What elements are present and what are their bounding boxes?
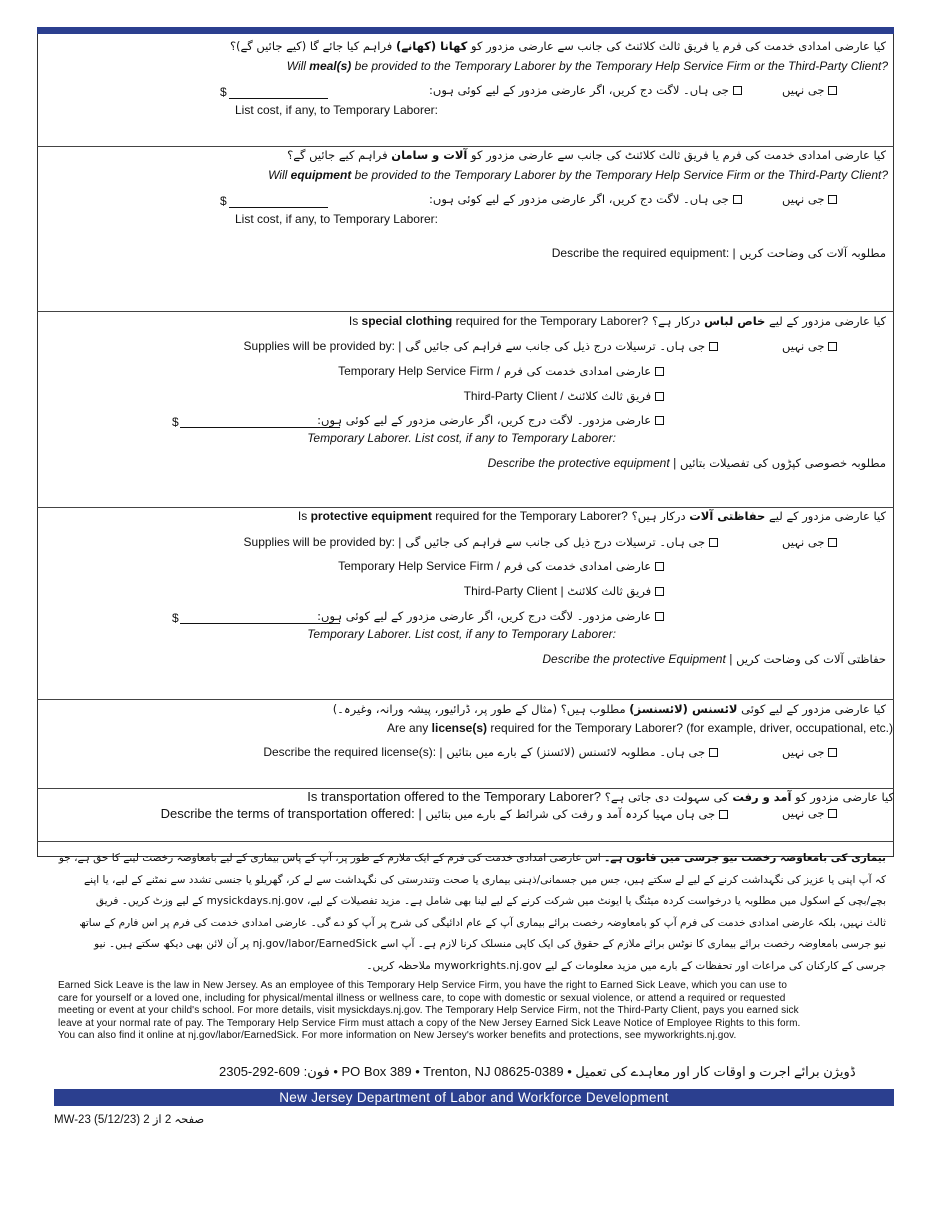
checkbox[interactable] <box>828 86 837 95</box>
transport-no-option[interactable]: جی نہیں <box>782 806 837 820</box>
protective-option-firm[interactable]: Temporary Help Service Firm / عارضی امدادی خدمت کی فرم <box>338 559 664 573</box>
clothing-describe: Describe the protective equipment | مطلوبہ خصوصی کپڑوں کی تفصیلات بتائیں <box>487 456 886 470</box>
checkbox[interactable] <box>709 748 718 757</box>
meals-no-option[interactable]: جی نہیں <box>782 83 837 97</box>
checkbox[interactable] <box>655 392 664 401</box>
equipment-question-ur: کیا عارضی امدادی خدمت کی فرم یا فریق ثالث کلائنٹ کی جانب سے عارضی مزدور کو آلات و سامان فراہم کیے جائیں گے؟ <box>287 148 886 162</box>
checkbox[interactable] <box>709 342 718 351</box>
equipment-question-en: Will equipment be provided to the Temporary Laborer by the Temporary Help Service Firm or the Third-Party Client? <box>268 168 888 182</box>
sick-leave-english-line: meeting or event at your child's school. For more details, visit mysickdays.nj.gov. The Temporary Help Service Firm, not the Third-Party Client, pays you earned sick <box>58 1005 799 1017</box>
equipment-cost-label: List cost, if any, to Temporary Laborer: <box>235 212 438 226</box>
sick-leave-urdu <box>50 848 886 977</box>
equipment-cost-field[interactable] <box>229 207 328 208</box>
checkbox[interactable] <box>828 538 837 547</box>
equipment-dollar-sign: $ <box>220 194 227 208</box>
license-question-en: Are any license(s) required for the Temporary Laborer? (for example, driver, occupational, etc.) <box>386 721 893 735</box>
checkbox[interactable] <box>655 367 664 376</box>
checkbox[interactable] <box>655 612 664 621</box>
divider <box>37 841 894 842</box>
protective-no-option[interactable]: جی نہیں <box>782 535 837 549</box>
meals-cost-label: List cost, if any, to Temporary Laborer: <box>235 103 438 117</box>
equipment-describe: Describe the required equipment: | مطلوبہ آلات کی وضاحت کریں <box>551 246 886 260</box>
sick-leave-english-line: leave at your normal rate of pay. The Temporary Help Service Firm must attach a copy of the New Jersey Earned Sick Leave Notice of Employee Rights to this form. <box>58 1017 801 1029</box>
clothing-dollar-sign: $ <box>172 415 179 429</box>
license-question-ur: کیا عارضی مزدور کے لیے کوئی لائسنس (لائسنسز) مطلوب ہیں؟ (مثال کے طور پر، ڈرائیور، پیشہ ورانہ، وغیرہ۔) <box>332 702 886 716</box>
protective-question: Is protective equipment required for the Temporary Laborer? کیا عارضی مزدور کے لیے حفاظتی آلات درکار ہیں؟ <box>297 509 886 523</box>
clothing-yes-option[interactable]: Supplies will be provided by: | جی ہاں۔ ترسیلات درج ذیل کی جانب سے فراہم کی جائیں گی <box>244 339 718 353</box>
clothing-cost-field[interactable] <box>180 427 340 428</box>
sick-leave-urdu-line: جرسی کے کارکنان کی مراعات اور تحفظات کے بارے میں مزید معلومات کے لیے myworkrights.nj.gov ملاحظہ کریں۔ <box>366 959 886 972</box>
checkbox[interactable] <box>733 86 742 95</box>
divider <box>37 507 894 508</box>
division-contact: ڈویژن برائے اجرت و اوقات کار اور معاہدے کی تعمیل • PO Box 389 • Trenton, NJ 08625-0389 • فون: 609-292-2305 <box>219 1064 856 1079</box>
sick-leave-english-line: You can also find it online at nj.gov/labor/EarnedSick. For more information on New Jersey's worker benefits and protections, see myworkrights.nj.gov. <box>58 1030 737 1042</box>
top-accent-bar <box>37 27 894 34</box>
form-id: MW-23 (5/12/23) صفحہ 2 از 2 <box>54 1114 205 1126</box>
divider <box>37 311 894 312</box>
checkbox[interactable] <box>655 562 664 571</box>
equipment-no-option[interactable]: جی نہیں <box>782 192 837 206</box>
sick-leave-urdu-line: نیو جرسی بامعاوضہ رخصت برائے بیماری کا نوٹس برائے ملازم کے حقوق کی ایک کاپی منسلک کرنا لازم ہے۔ آپ اسے nj.gov/labor/EarnedSick پر آن لائن بھی دیکھ سکتے ہیں۔ نیو <box>94 938 886 950</box>
transport-question: Is transportation offered to the Temporary Laborer? کیا عارضی مزدور کو آمد و رفت کی سہولت دی جاتی ہے؟ <box>307 789 894 804</box>
protective-yes-option[interactable]: Supplies will be provided by: | جی ہاں۔ ترسیلات درج ذیل کی جانب سے فراہم کی جائیں گی <box>244 535 718 549</box>
sick-leave-english-line: Earned Sick Leave is the law in New Jersey. As an employee of this Temporary Help Service Firm, you have the right to Earned Sick Leave, which you can use to <box>58 980 788 991</box>
equipment-yes-option[interactable]: جی ہاں۔ لاگت دج کریں، اگر عارضی مزدور کے لیے کوئی ہوں: <box>429 192 742 206</box>
license-yes-option[interactable]: Describe the required license(s): | جی ہاں۔ مطلوبہ لائسنس (لائسنز) کے بارے میں بتائیں <box>263 745 718 759</box>
sick-leave-urdu-line: ثالث نہیں، بلکہ عارضی امدادی خدمت کی فرم آپ کو بامعاوضہ رخصت برائے بیماری آپ کے عام ادائیگی کی شرح پر آپ کو دے گی۔ عارضی امدادی خدمت کی فرم پر اس فارم کے ساتھ <box>79 916 886 929</box>
license-no-option[interactable]: جی نہیں <box>782 745 837 759</box>
meals-dollar-sign: $ <box>220 85 227 99</box>
meals-yes-option[interactable]: جی ہاں۔ لاگت دج کریں، اگر عارضی مزدور کے لیے کوئی ہوں: <box>429 83 742 97</box>
protective-dollar-sign: $ <box>172 611 179 625</box>
sick-leave-urdu-line: بچے/بچی کے اسکول میں مطلوبہ یا درخواست کردہ میٹنگ یا ایونٹ میں شرکت کرنے کے لیے لینا بھی شامل ہے۔ مزید تفصیلات کے لیے، mysickdays.nj.gov کے لیے وزٹ کریں۔ فریق <box>95 895 886 907</box>
protective-cost-field[interactable] <box>180 623 340 624</box>
checkbox[interactable] <box>719 810 728 819</box>
checkbox[interactable] <box>828 809 837 818</box>
checkbox[interactable] <box>709 538 718 547</box>
protective-option-laborer[interactable]: عارضی مزدور۔ لاگت درج کریں، اگر عارضی مزدور کے لیے کوئی ہوں: <box>317 609 664 623</box>
checkbox[interactable] <box>828 342 837 351</box>
sick-leave-english-line: care for yourself or a loved one, including for physical/mental illness or wellness care, to cope with domestic or sexual violence, or attend a required or requested <box>58 992 786 1004</box>
clothing-question: Is special clothing required for the Temporary Laborer? کیا عارضی مزدور کے لیے خاص لباس درکار ہے؟ <box>348 314 886 328</box>
meals-question-en: Will meal(s) be provided to the Temporary Laborer by the Temporary Help Service Firm or the Third-Party Client? <box>286 59 888 73</box>
sick-leave-urdu-line: بیماری کی بامعاوضہ رخصت نیو جرسی میں قانون ہے۔ اس عارضی امدادی خدمت کی فرم کے ایک ملازم کے طور پر، آپ کے پاس بیماری کے لیے بامعاوضہ رخصت لینے کا حق ہے، جو <box>58 852 886 864</box>
clothing-cost-label: Temporary Laborer. List cost, if any to Temporary Laborer: <box>307 431 616 445</box>
checkbox[interactable] <box>828 748 837 757</box>
protective-cost-label: Temporary Laborer. List cost, if any to Temporary Laborer: <box>307 627 616 641</box>
checkbox[interactable] <box>733 195 742 204</box>
protective-describe: Describe the protective Equipment | حفاظتی آلات کی وضاحت کریں <box>542 652 886 666</box>
divider <box>37 699 894 700</box>
checkbox[interactable] <box>655 416 664 425</box>
clothing-no-option[interactable]: جی نہیں <box>782 339 837 353</box>
sick-leave-english <box>58 980 800 1043</box>
divider <box>37 146 894 147</box>
sick-leave-urdu-line: کہ آپ اپنی یا عزیز کی نگہداشت کرنے کے لیے لے سکتے ہیں، جس میں جسمانی/ذہنی بیماری یا صحت وتندرستی کی نگہداشت سے لے کر، گھریلو یا جنسی تشدد سے نمٹنے کے لیے، یا اپنے <box>84 873 886 886</box>
department-banner: New Jersey Department of Labor and Workforce Development <box>54 1089 894 1106</box>
meals-question-ur: کیا عارضی امدادی خدمت کی فرم یا فریق ثالث کلائنٹ کی جانب سے عارضی مزدور کو کھانا (کھانے) فراہم کیا جائے گا (کیے جائیں گے)؟ <box>229 39 886 53</box>
clothing-option-firm[interactable]: Temporary Help Service Firm / عارضی امدادی خدمت کی فرم <box>338 364 664 378</box>
meals-cost-field[interactable] <box>229 98 328 99</box>
clothing-option-laborer[interactable]: عارضی مزدور۔ لاگت درج کریں، اگر عارضی مزدور کے لیے کوئی ہوں: <box>317 413 664 427</box>
protective-option-client[interactable]: Third-Party Client | فریق ثالث کلائنٹ <box>464 584 664 598</box>
checkbox[interactable] <box>828 195 837 204</box>
clothing-option-client[interactable]: Third-Party Client / فریق ثالث کلائنٹ <box>464 389 664 403</box>
checkbox[interactable] <box>655 587 664 596</box>
transport-yes-option[interactable]: Describe the terms of transportation offered: | جی ہاں مہیا کردہ آمد و رفت کی شرائط کے بارے میں بتائیں <box>161 806 728 821</box>
